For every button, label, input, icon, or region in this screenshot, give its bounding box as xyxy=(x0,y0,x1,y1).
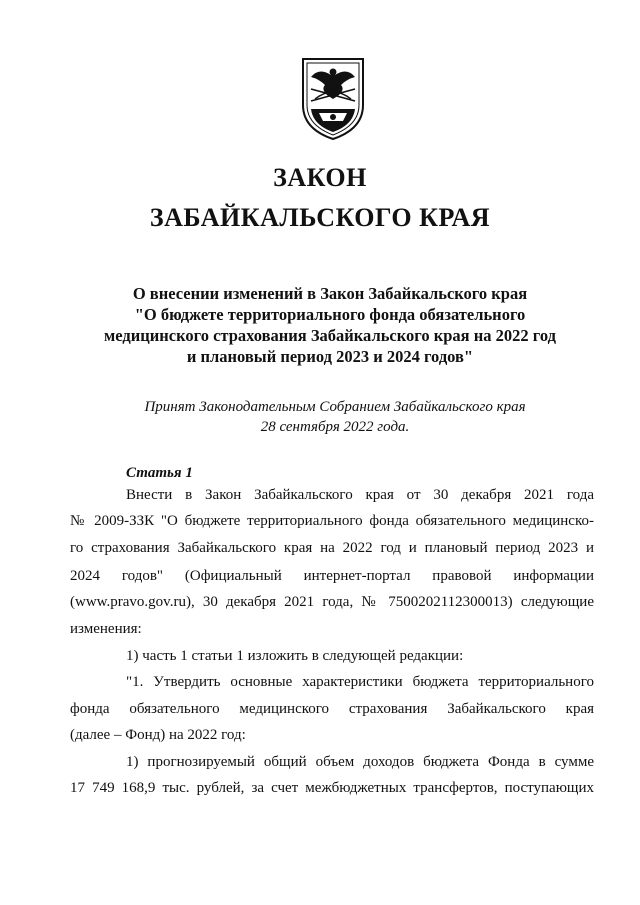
subtitle-line: О внесении изменений в Закон Забайкальского края xyxy=(132,284,528,303)
body-line: Внести в Закон Забайкальского края от 30 декабря 2021 года xyxy=(126,487,594,503)
subtitle-line: "О бюджете территориального фонда обязательного xyxy=(134,305,526,324)
law-subtitle xyxy=(90,283,570,367)
adoption-date: 28 сентября 2022 года. xyxy=(260,419,410,435)
body-line: "1. Утвердить основные характеристики бюджета территориального xyxy=(126,674,594,690)
coat-of-arms-icon xyxy=(297,55,369,141)
article-heading: Статья 1 xyxy=(126,465,193,481)
body-line: фонда обязательного медицинского страхования Забайкальского края xyxy=(70,701,594,717)
body-line: изменения: xyxy=(70,621,142,637)
law-title: ЗАКОН xyxy=(273,163,367,192)
body-line: (далее – Фонд) на 2022 год: xyxy=(70,727,246,743)
adoption-note xyxy=(100,397,570,437)
body-line: 17 749 168,9 тыс. рублей, за счет межбюджетных трансфертов, поступающих xyxy=(70,780,594,796)
body-line: (www.pravo.gov.ru), 30 декабря 2021 года, № 7500202112300013) следующие xyxy=(70,594,594,610)
region-title: ЗАБАЙКАЛЬСКОГО КРАЯ xyxy=(149,203,491,232)
body-line: 1) часть 1 статьи 1 изложить в следующей редакции: xyxy=(126,648,464,664)
body-line: 1) прогнозируемый общий объем доходов бюджета Фонда в сумме xyxy=(126,754,594,770)
adoption-line: Принят Законодательным Собранием Забайкальского края xyxy=(144,399,526,415)
subtitle-line: и плановый период 2023 и 2024 годов" xyxy=(186,347,474,366)
body-line: 2024 годов" (Официальный интернет-портал правовой информации xyxy=(70,568,594,584)
subtitle-line: медицинского страхования Забайкальского края на 2022 год xyxy=(104,326,556,345)
body-line: го страхования Забайкальского края на 2022 год и плановый период 2023 и xyxy=(70,540,594,556)
body-line: № 2009-ЗЗК "О бюджете территориального фонда обязательного медицинско- xyxy=(70,513,594,529)
